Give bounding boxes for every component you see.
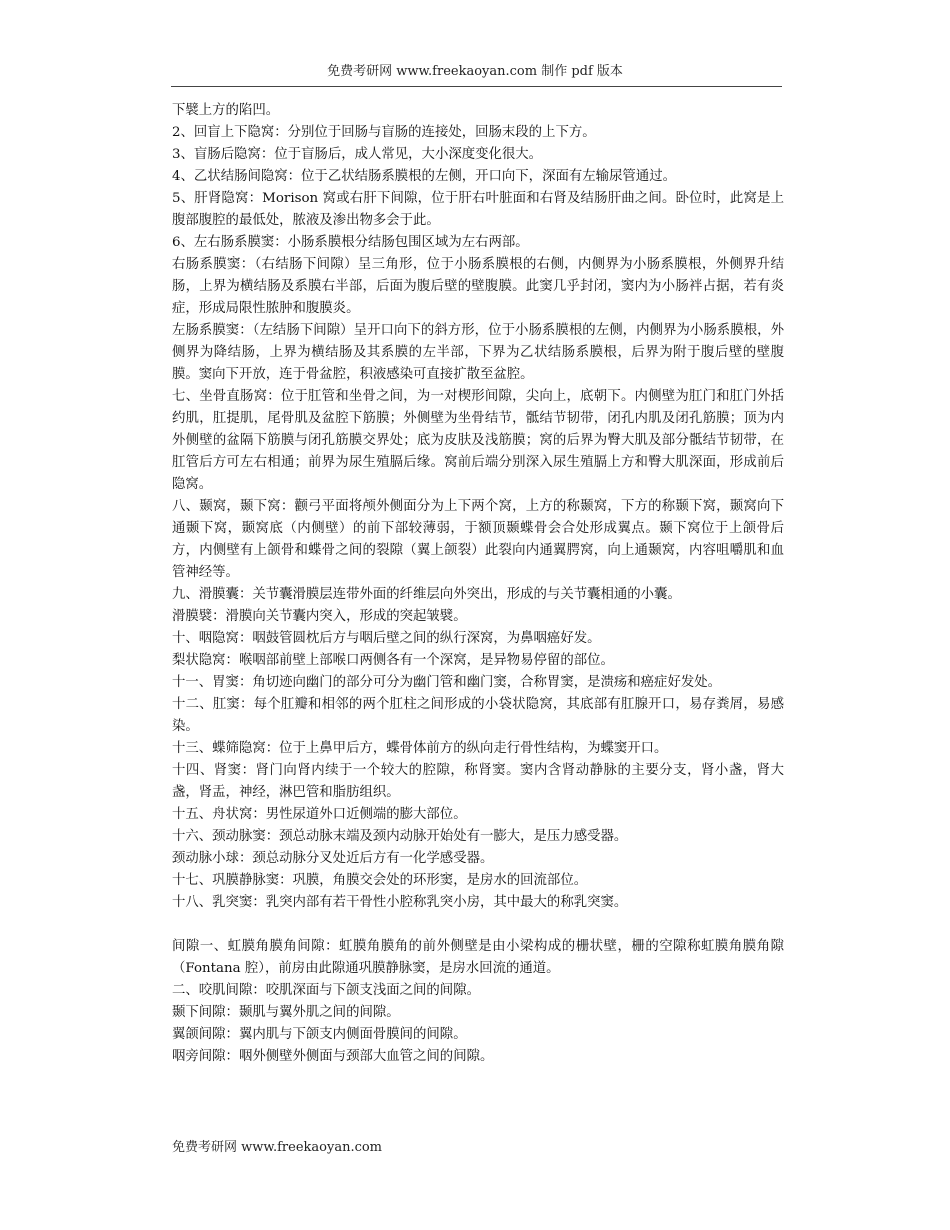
paragraph: 4、乙状结肠间隐窝：位于乙状结肠系膜根的左侧，开口向下，深面有左输尿管通过。 [172, 169, 676, 184]
paragraph: 九、滑膜囊：关节囊滑膜层连带外面的纤维层向外突出，形成的与关节囊相通的小囊。 [172, 587, 681, 602]
paragraph: 十二、肛窦：每个肛瓣和相邻的两个肛柱之间形成的小袋状隐窝，其底部有肛腺开口，易存粪屑，易感染。 [172, 697, 784, 734]
paragraph: 十、咽隐窝：咽鼓管圆枕后方与咽后壁之间的纵行深窝，为鼻咽癌好发。 [172, 631, 601, 646]
paragraph-spacer [172, 914, 784, 936]
paragraph: 十七、巩膜静脉窦：巩膜，角膜交会处的环形窦，是房水的回流部位。 [172, 873, 588, 888]
paragraph: 十四、肾窦：肾门向肾内续于一个较大的腔隙，称肾窦。窦内含肾动静脉的主要分支，肾小盏，肾大盏，肾盂，神经，淋巴管和脂肪组织。 [172, 763, 784, 800]
page-footer: 免费考研网 www.freekaoyan.com [172, 1140, 383, 1155]
paragraph: 十五、舟状窝：男性尿道外口近侧端的膨大部位。 [172, 807, 467, 822]
paragraph: 滑膜襞：滑膜向关节囊内突入，形成的突起皱襞。 [172, 609, 467, 624]
paragraph: 二、咬肌间隙：咬肌深面与下颌支浅面之间的间隙。 [172, 983, 480, 998]
paragraph: 十一、胃窦：角切迹向幽门的部分可分为幽门管和幽门窦，合称胃窦，是溃疡和癌症好发处。 [172, 675, 722, 690]
paragraph: 右肠系膜窦：（右结肠下间隙）呈三角形，位于小肠系膜根的右侧，内侧界为小肠系膜根，外侧界升结肠，上界为横结肠及系膜右半部，后面为腹后壁的壁腹膜。此窦几乎封闭，窦内为小肠袢占据，若有炎症，形成局限性脓肿和腹膜炎。 [172, 257, 784, 316]
paragraph: 颈动脉小球：颈总动脉分叉处近后方有一化学感受器。 [172, 851, 494, 866]
header-divider [171, 86, 782, 87]
paragraph: 咽旁间隙：咽外侧壁外侧面与颈部大血管之间的间隙。 [172, 1049, 494, 1064]
paragraph: 八、颞窝，颞下窝：颧弓平面将颅外侧面分为上下两个窝，上方的称颞窝，下方的称颞下窝，颞窝向下通颞下窝，颞窝底（内侧壁）的前下部较薄弱，于额顶颞蝶骨会合处形成翼点。颞下窝位于上颌骨后方，内侧壁有上颌骨和蝶骨之间的裂隙（翼上颌裂）此裂向内通翼腭窝，向上通颞窝，内容咀嚼肌和血管神经等。 [172, 499, 784, 580]
paragraph: 十八、乳突窦：乳突内部有若干骨性小腔称乳突小房，其中最大的称乳突窦。 [172, 895, 628, 910]
paragraph: 2、回盲上下隐窝：分别位于回肠与盲肠的连接处，回肠末段的上下方。 [172, 125, 596, 140]
paragraph: 颞下间隙：颞肌与翼外肌之间的间隙。 [172, 1005, 400, 1020]
paragraph: 十六、颈动脉窦：颈总动脉末端及颈内动脉开始处有一膨大，是压力感受器。 [172, 829, 628, 844]
paragraph: 十三、蝶筛隐窝：位于上鼻甲后方，蝶骨体前方的纵向走行骨性结构，为蝶窦开口。 [172, 741, 668, 756]
paragraph: 下襞上方的陷凹。 [172, 103, 280, 118]
paragraph: 3、盲肠后隐窝：位于盲肠后，成人常见，大小深度变化很大。 [172, 147, 543, 162]
paragraph: 5、肝肾隐窝：Morison 窝或右肝下间隙，位于肝右叶脏面和右肾及结肠肝曲之间。卧位时，此窝是上腹部腹腔的最低处，脓液及渗出物多会于此。 [172, 191, 784, 228]
page-header: 免费考研网 www.freekaoyan.com 制作 pdf 版本 [327, 64, 623, 79]
paragraph: 翼颌间隙：翼内肌与下颌支内侧面骨膜间的间隙。 [172, 1027, 467, 1042]
paragraph: 6、左右肠系膜窦：小肠系膜根分结肠包围区域为左右两部。 [172, 235, 529, 250]
paragraph: 梨状隐窝：喉咽部前壁上部喉口两侧各有一个深窝，是异物易停留的部位。 [172, 653, 614, 668]
paragraph: 左肠系膜窦：（左结肠下间隙）呈开口向下的斜方形，位于小肠系膜根的左侧，内侧界为小肠系膜根，外侧界为降结肠，上界为横结肠及其系膜的左半部，下界为乙状结肠系膜根，后界为附于腹后壁的壁腹膜。窦向下开放，连于骨盆腔，积液感染可直接扩散至盆腔。 [172, 323, 784, 382]
document-body [172, 100, 784, 1068]
paragraph: 七、坐骨直肠窝：位于肛管和坐骨之间，为一对楔形间隙，尖向上，底朝下。内侧壁为肛门和肛门外括约肌，肛提肌，尾骨肌及盆腔下筋膜；外侧壁为坐骨结节，骶结节韧带，闭孔内肌及闭孔筋膜；顶为内外侧壁的盆隔下筋膜与闭孔筋膜交界处；底为皮肤及浅筋膜；窝的后界为臀大肌及部分骶结节韧带，在肛管后方可左右相通；前界为尿生殖膈后缘。窝前后端分别深入尿生殖膈上方和臀大肌深面，形成前后隐窝。 [172, 389, 784, 492]
paragraph: 间隙一、虹膜角膜角间隙：虹膜角膜角的前外侧壁是由小梁构成的栅状壁，栅的空隙称虹膜角膜角隙（Fontana 腔），前房由此隙通巩膜静脉窦，是房水回流的通道。 [172, 939, 784, 976]
